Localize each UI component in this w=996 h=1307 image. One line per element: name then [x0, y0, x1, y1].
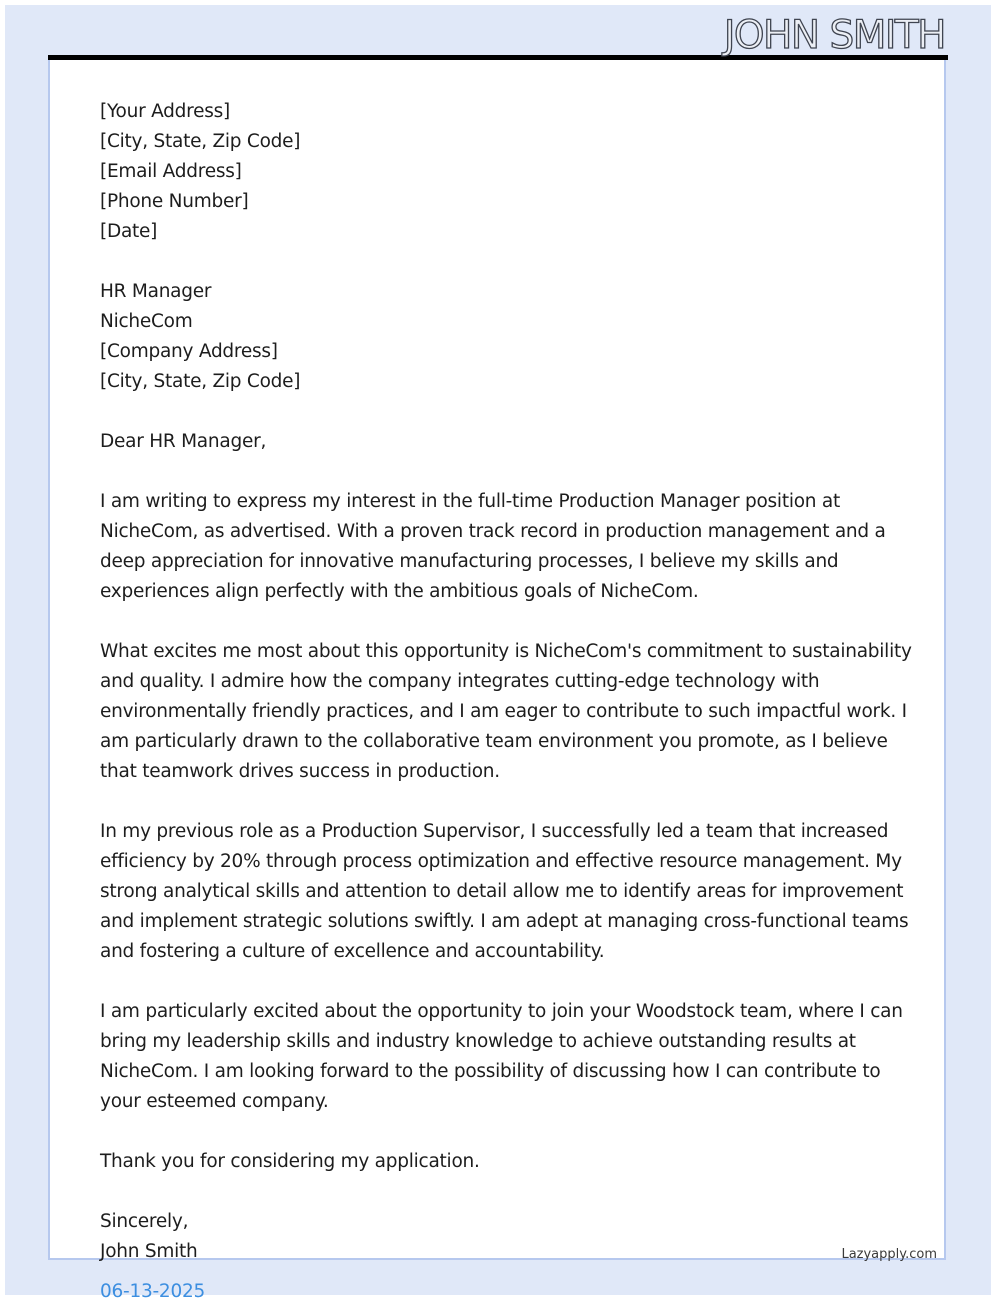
- signature-name: John Smith: [100, 1241, 198, 1262]
- paragraph-line: am particularly drawn to the collaborative team environment you promote, as I believe: [100, 731, 888, 752]
- paragraph-line: efficiency by 20% through process optimization and effective resource management. My: [100, 851, 902, 872]
- paragraph-line: experiences align perfectly with the ambitious goals of NicheCom.: [100, 581, 699, 602]
- cover-letter: [100, 97, 912, 1307]
- recipient-city-state-zip: [City, State, Zip Code]: [100, 371, 301, 392]
- body-paragraph: [100, 817, 909, 967]
- paragraph-line: NicheCom, as advertised. With a proven track record in production management and a: [100, 521, 886, 542]
- paragraph-line: that teamwork drives success in production.: [100, 761, 500, 782]
- recipient-block: [100, 277, 900, 397]
- recipient-title: HR Manager: [100, 281, 212, 302]
- paragraph-line: and fostering a culture of excellence and accountability.: [100, 941, 605, 962]
- paragraph-line: What excites me most about this opportunity is NicheCom's commitment to sustainability: [100, 641, 912, 662]
- header-name: JOHN SMITH: [723, 13, 945, 58]
- paragraph-line: I am writing to express my interest in the full-time Production Manager position at: [100, 491, 840, 512]
- watermark: Lazyapply.com: [841, 1247, 937, 1262]
- paragraph-line: I am particularly excited about the opportunity to join your Woodstock team, where I can: [100, 1001, 903, 1022]
- valediction: Sincerely,: [100, 1211, 189, 1232]
- sender-block: [100, 97, 900, 247]
- salutation-text: Dear HR Manager,: [100, 431, 267, 452]
- paragraph-line: NicheCom. I am looking forward to the possibility of discussing how I can contribute to: [100, 1061, 881, 1082]
- body-paragraph: [100, 997, 903, 1117]
- sender-date: [Date]: [100, 221, 158, 242]
- sender-city-state-zip: [City, State, Zip Code]: [100, 131, 301, 152]
- paragraph-line: your esteemed company.: [100, 1091, 329, 1112]
- sender-email: [Email Address]: [100, 161, 242, 182]
- recipient-address: [Company Address]: [100, 341, 278, 362]
- recipient-company: NicheCom: [100, 311, 193, 332]
- sender-address: [Your Address]: [100, 101, 230, 122]
- paragraph-line: environmentally friendly practices, and I am eager to contribute to such impactful work. I: [100, 701, 907, 722]
- paragraph-line: Thank you for considering my application.: [100, 1151, 480, 1172]
- paragraph-line: In my previous role as a Production Supervisor, I successfully led a team that increased: [100, 821, 889, 842]
- closing-block: [100, 1207, 900, 1307]
- paragraph-line: strong analytical skills and attention to detail allow me to identify areas for improvement: [100, 881, 904, 902]
- closing-date: 06-13-2025: [100, 1281, 206, 1302]
- sender-phone: [Phone Number]: [100, 191, 249, 212]
- body-paragraph: [100, 487, 900, 607]
- body-paragraphs: [100, 487, 912, 1177]
- salutation: [100, 427, 900, 457]
- body-paragraph: [100, 637, 912, 787]
- paragraph-line: bring my leadership skills and industry knowledge to achieve outstanding results at: [100, 1031, 856, 1052]
- paragraph-line: and quality. I admire how the company integrates cutting-edge technology with: [100, 671, 820, 692]
- body-paragraph: [100, 1147, 900, 1177]
- paragraph-line: deep appreciation for innovative manufacturing processes, I believe my skills and: [100, 551, 839, 572]
- paragraph-line: and implement strategic solutions swiftly. I am adept at managing cross-functional teams: [100, 911, 909, 932]
